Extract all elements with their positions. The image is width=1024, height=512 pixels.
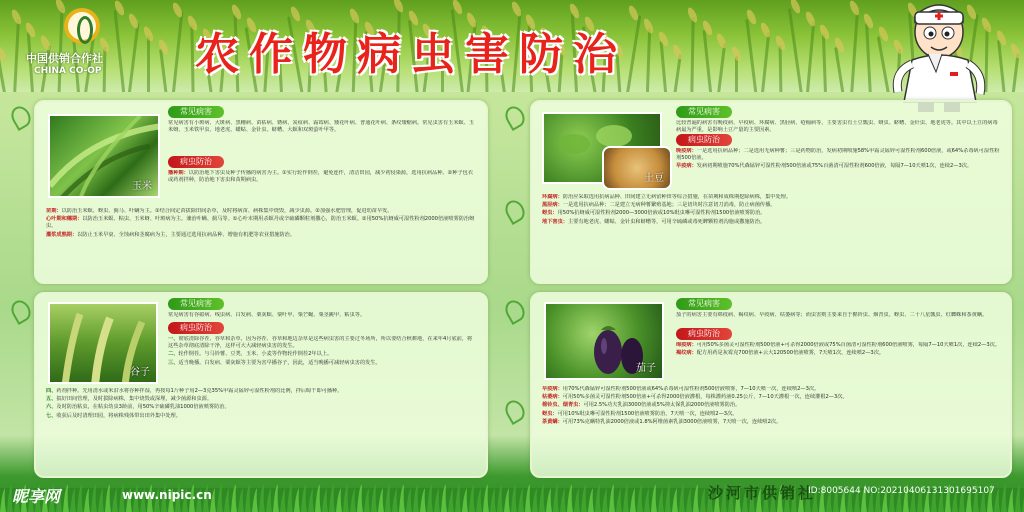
line-key: 播种期： bbox=[168, 170, 189, 176]
common-disease-tag: 常见病害 bbox=[168, 106, 224, 118]
line-key: 枯萎病： bbox=[542, 394, 563, 401]
control-text bbox=[168, 336, 476, 384]
line-text: 可用10%吡虫啉可湿性粉剂1500倍液喷雾防治，7天喷一次，连续喷2—3次。 bbox=[557, 410, 738, 417]
pest-control-tag: 病虫防治 bbox=[676, 328, 732, 340]
photo-caption: 茄子 bbox=[636, 363, 656, 374]
line-text: 发病初期喷施70%代森锰锌可湿性粉剂500倍液或75%百菌清可湿性粉剂600倍液，每隔7—10天喷1次，连续2—3次。 bbox=[696, 163, 973, 170]
swirl-ornament-icon bbox=[502, 397, 529, 425]
wheat-grain bbox=[509, 0, 522, 17]
line-text: 一是选用抗病品种；二是选用无病种薯；三是药物防治，发病初期喷施58%甲霜灵锰锌可湿性粉剂600倍液，或64%杀毒矾可湿性粉剂500倍液。 bbox=[676, 148, 1000, 162]
wheat-grain bbox=[774, 34, 787, 51]
line-key: 早疫病： bbox=[542, 386, 563, 392]
wheat-grain bbox=[848, 0, 861, 17]
line-key: 灌浆成熟期： bbox=[46, 231, 78, 238]
co-op-emblem-icon bbox=[64, 8, 100, 44]
line-key: 早疫病： bbox=[676, 163, 697, 170]
line-key: 苗期： bbox=[46, 208, 62, 214]
line-text: 药剂拌种。先用清水或米泔水将谷种拌湿，再按每1斤种子用2—3克35%甲霜灵锰锌可湿性粉剂的比例，拌后晾干即可播种。 bbox=[56, 388, 343, 394]
wheat-stalk bbox=[1012, 53, 1020, 92]
control-text-lower bbox=[542, 194, 1002, 278]
line-text: 一是选用抗病品种；二是建立无病种薯繁殖基地；三是切块时注意切刀消毒，防止病菌传播。 bbox=[562, 202, 776, 209]
wheat-grain bbox=[142, 25, 155, 42]
wheat-grain bbox=[656, 30, 669, 47]
wheat-grain bbox=[1009, 42, 1022, 59]
pest-control-tag: 病虫防治 bbox=[168, 322, 224, 334]
wheat-stalk bbox=[717, 43, 726, 92]
wheat-stalk bbox=[997, 40, 1006, 92]
line-text: 收获后及时清理田园，将病株残体带出田外集中处理。 bbox=[56, 412, 181, 419]
control-text-lower bbox=[46, 208, 476, 278]
doctor-cartoon-icon bbox=[884, 2, 994, 114]
panel-corn bbox=[34, 100, 488, 284]
page-title: 农作物病虫害防治 bbox=[195, 29, 627, 80]
potato-tuber-photo bbox=[602, 146, 672, 190]
wheat-stalk bbox=[690, 17, 694, 92]
wheat-stalk bbox=[159, 49, 168, 92]
common-disease-tag: 常见病害 bbox=[676, 106, 732, 118]
wheat-stalk bbox=[147, 36, 150, 92]
intro-text: 常见病害有小斑病、大斑病、黑穗病、苗枯病、锈病、炭疽病、霜霉病、矮花叶病、普通花叶病、条纹矮缩病。常见虫害有玉米螟、玉米蚜、玉米铁甲虫、地老虎、蝼蛄、金针虫、蛴螬、大螟和双斑萤叶甲等。 bbox=[168, 120, 475, 134]
line-key: 茶黄螨： bbox=[542, 418, 563, 425]
wheat-grain bbox=[759, 21, 772, 38]
swirl-ornament-icon bbox=[8, 103, 35, 131]
line-key: 褐纹病： bbox=[676, 350, 697, 357]
line-key: 三、 bbox=[168, 359, 179, 366]
wheat-grain bbox=[818, 23, 831, 40]
line-text: 用50%抗蚜威可湿性粉剂2000—3000倍液或10%吡虫啉可湿性粉剂1500倍液喷雾防治。 bbox=[557, 210, 766, 217]
line-text: 以防治玉米螟、粘虫、玉米蚜、叶斑病为主。兼治叶螨、蓟马等。①心叶末期用杀螟丹或辛硫磷颗粒剂撒心，防治玉米螟。②用50%抗蚜威可湿性粉剂2000倍液喷雾防治蚜虫。 bbox=[46, 216, 475, 230]
line-key: 蚜虫： bbox=[542, 410, 558, 417]
line-key: 棉铃虫、烟青虫： bbox=[542, 402, 584, 409]
swirl-ornament-icon bbox=[502, 103, 529, 131]
corn-photo bbox=[48, 114, 160, 198]
watermark-url: www.nipic.cn bbox=[122, 488, 212, 502]
wheat-stalk bbox=[822, 34, 827, 92]
line-key: 六、 bbox=[46, 404, 57, 411]
wheat-stalk bbox=[865, 23, 872, 92]
panel-millet bbox=[34, 292, 488, 478]
control-text bbox=[676, 342, 1002, 382]
line-text: 防治应采取选用抗病品种、田间建立无病留种田等综合措施，在苗期和成株期挖除病株，集中处理。 bbox=[562, 194, 792, 200]
eggplant-photo bbox=[544, 302, 664, 380]
line-text: 主要有地老虎、蝼蛄、金针虫和蛴螬等，可用辛硫磷或毒死蜱颗粒剂沟施或撒施防治。 bbox=[567, 218, 766, 225]
wheat-grain bbox=[730, 45, 743, 62]
wheat-stalk bbox=[834, 47, 845, 92]
co-op-logo bbox=[20, 6, 142, 86]
control-text bbox=[676, 148, 1002, 192]
panel-eggplant bbox=[530, 292, 1012, 478]
line-text: 可用50%多菌灵可湿性粉剂500倍液+可杀得2000倍液灌根，每株灌药液0.25公斤，7—10天灌根一次，连续灌根2—3次。 bbox=[562, 394, 848, 401]
logo-english-text: CHINA CO-OP bbox=[34, 66, 102, 76]
intro-text: 比较普遍的病害有晚疫病、早疫病、环腐病、黑胫病、疮痂病等，主要害虫有土豆瓢虫、蚜虫、蛴螬、金针虫、地老虎等。其中以土豆的病毒病最为严重，是影响土豆产量的主要因素。 bbox=[676, 120, 998, 134]
intro-text: 常见病害有谷瘟病、线虫病、白发病、粟灰螟、粟叶甲、粟芒蝇、粟茎跳甲、粘虫等。 bbox=[168, 312, 366, 318]
line-text: 适当晚播。白发病、粟灰螟等主要为害早播谷子，因此，适当晚播可减轻病虫害的发生。 bbox=[178, 359, 381, 366]
wheat-stalk bbox=[172, 12, 184, 92]
swirl-ornament-icon bbox=[502, 197, 529, 225]
line-text: 搞好田间管理，及时拔除病株，集中烧毁或深埋，减少菌源和虫源。 bbox=[56, 396, 213, 403]
line-key: 四、 bbox=[46, 388, 57, 394]
line-text: 以防止玉米早衰、全蚀病和茎腐病为主，主要通过选用抗病品种、增施有机肥等农业措施防治。 bbox=[77, 231, 296, 238]
line-key: 绵疫病： bbox=[676, 342, 697, 348]
intro-text: 茄子的病害主要有绵疫病、褐纹病、早疫病、枯萎病等；而虫害则主要来自于棉铃虫、烟青虫、蚜虫、二十八星瓢虫、红蜘蛛和茶黄螨。 bbox=[676, 312, 988, 318]
line-text: 可用50%多菌灵可湿性粉剂500倍液+可杀得2000倍液或75%百菌清可湿性粉剂600倍液喷雾，每隔7—10天喷1次，连续2—3次。 bbox=[696, 342, 1001, 348]
wheat-grain bbox=[686, 6, 699, 23]
wheat-stalk bbox=[805, 21, 815, 92]
wheat-stalk bbox=[13, 19, 20, 92]
line-key: 环腐病： bbox=[542, 194, 563, 200]
line-key: 七、 bbox=[46, 412, 57, 419]
panel-potato bbox=[530, 100, 1012, 284]
wheat-grain bbox=[803, 10, 816, 27]
wheat-grain bbox=[392, 0, 405, 14]
pest-control-tag: 病虫防治 bbox=[168, 156, 224, 168]
image-id-text: ID:8005644 NO:20210406131301695107 bbox=[808, 486, 995, 496]
line-key: 晚疫病： bbox=[676, 148, 697, 154]
control-text-lower bbox=[542, 386, 1002, 472]
line-key: 二、 bbox=[168, 351, 179, 358]
wheat-stalk bbox=[788, 8, 803, 92]
common-disease-tag: 常见病害 bbox=[676, 298, 732, 310]
line-text: 以防治地下害虫及种子传播的病害为主。①实行轮作倒茬，避免连作，清洁田园，减少初侵染源，选用抗病品种。②种子包衣或药剂拌种，防治地下害虫和苗期病虫。 bbox=[168, 170, 474, 184]
wheat-stalk bbox=[745, 19, 757, 92]
line-key: 一、 bbox=[168, 336, 179, 342]
wheat-stalk bbox=[659, 41, 667, 92]
wheat-stalk bbox=[673, 54, 682, 92]
line-text: 以防治玉米螟、蚜虫、蓟马、叶螨为主。①结合间定苗拔除田间杂草，及时将病苗、病株集中烧毁，减少虫源。②加强水肥管理，促进幼苗早发。 bbox=[61, 208, 393, 214]
wheat-stalk bbox=[850, 10, 859, 92]
line-text: 轮作倒茬。与马铃薯、豆类、玉米、小麦等作物轮作倒茬2年以上。 bbox=[178, 351, 333, 358]
common-disease-tag: 常见病害 bbox=[168, 298, 224, 310]
wheat-grain bbox=[862, 12, 875, 29]
line-text: 可用2.5%功夫乳油3000倍液或5%抑太保乳油2000倍液喷雾防治。 bbox=[583, 402, 741, 409]
line-text: 可用73%克螨特乳油2000倍液或1.8%阿维菌素乳油3000倍液喷雾，7天喷一次，连续喷2次。 bbox=[562, 418, 782, 425]
control-text-lower bbox=[46, 388, 476, 472]
wheat-stalk bbox=[779, 45, 783, 92]
line-key: 黑胫病： bbox=[542, 202, 563, 209]
watermark-logo: 昵享网 bbox=[12, 487, 61, 506]
wheat-stalk bbox=[702, 30, 712, 92]
photo-caption: 谷子 bbox=[130, 367, 150, 378]
header-banner bbox=[0, 0, 1024, 92]
wheat-grain bbox=[715, 32, 728, 49]
pest-control-tag: 病虫防治 bbox=[676, 134, 732, 146]
wheat-stalk bbox=[646, 28, 651, 92]
wheat-stalk bbox=[626, 15, 642, 92]
wheat-grain bbox=[671, 43, 684, 60]
swirl-ornament-icon bbox=[502, 297, 529, 325]
line-key: 地下害虫： bbox=[542, 218, 568, 225]
line-key: 蚜虫： bbox=[542, 210, 558, 217]
line-key: 五、 bbox=[46, 396, 57, 403]
line-text: 用70%代森锰锌可湿性粉剂500倍液或64%杀毒矾可湿性粉剂500倍液喷雾，7—10天喷一次，连续喷2—3次。 bbox=[562, 386, 820, 392]
wheat-grain bbox=[157, 38, 170, 55]
control-text bbox=[168, 170, 476, 210]
logo-chinese-text: 中国供销合作社 bbox=[26, 52, 103, 65]
organization-name: 沙河市供销社 bbox=[708, 484, 817, 502]
line-key: 心叶期和穗期： bbox=[46, 216, 83, 223]
photo-caption: 土豆 bbox=[644, 173, 664, 184]
swirl-ornament-icon bbox=[8, 297, 35, 325]
line-text: 彻底清除谷茬、谷草和杂草，因为谷茬、谷草和地边杂草是这些病虫害的主要过冬场所，所以要结合秋耕地，在来年4月底前，将这些杂草彻底清除干净，这样可大大减轻病虫害的发生。 bbox=[168, 336, 473, 350]
line-text: 及时防治粘虫，在粘虫幼虫3龄前，用50%辛硫磷乳油1000倍液喷雾防治。 bbox=[56, 404, 230, 411]
line-text: 配方用药是灰霉克700倍液+云大120500倍液喷雾，7天喷1次，连续喷2—3次。 bbox=[696, 350, 885, 357]
millet-photo bbox=[48, 302, 158, 384]
photo-caption: 玉米 bbox=[132, 181, 152, 192]
wheat-stalk bbox=[761, 32, 771, 92]
wheat-grain bbox=[642, 17, 655, 34]
wheat-grain bbox=[0, 45, 8, 62]
